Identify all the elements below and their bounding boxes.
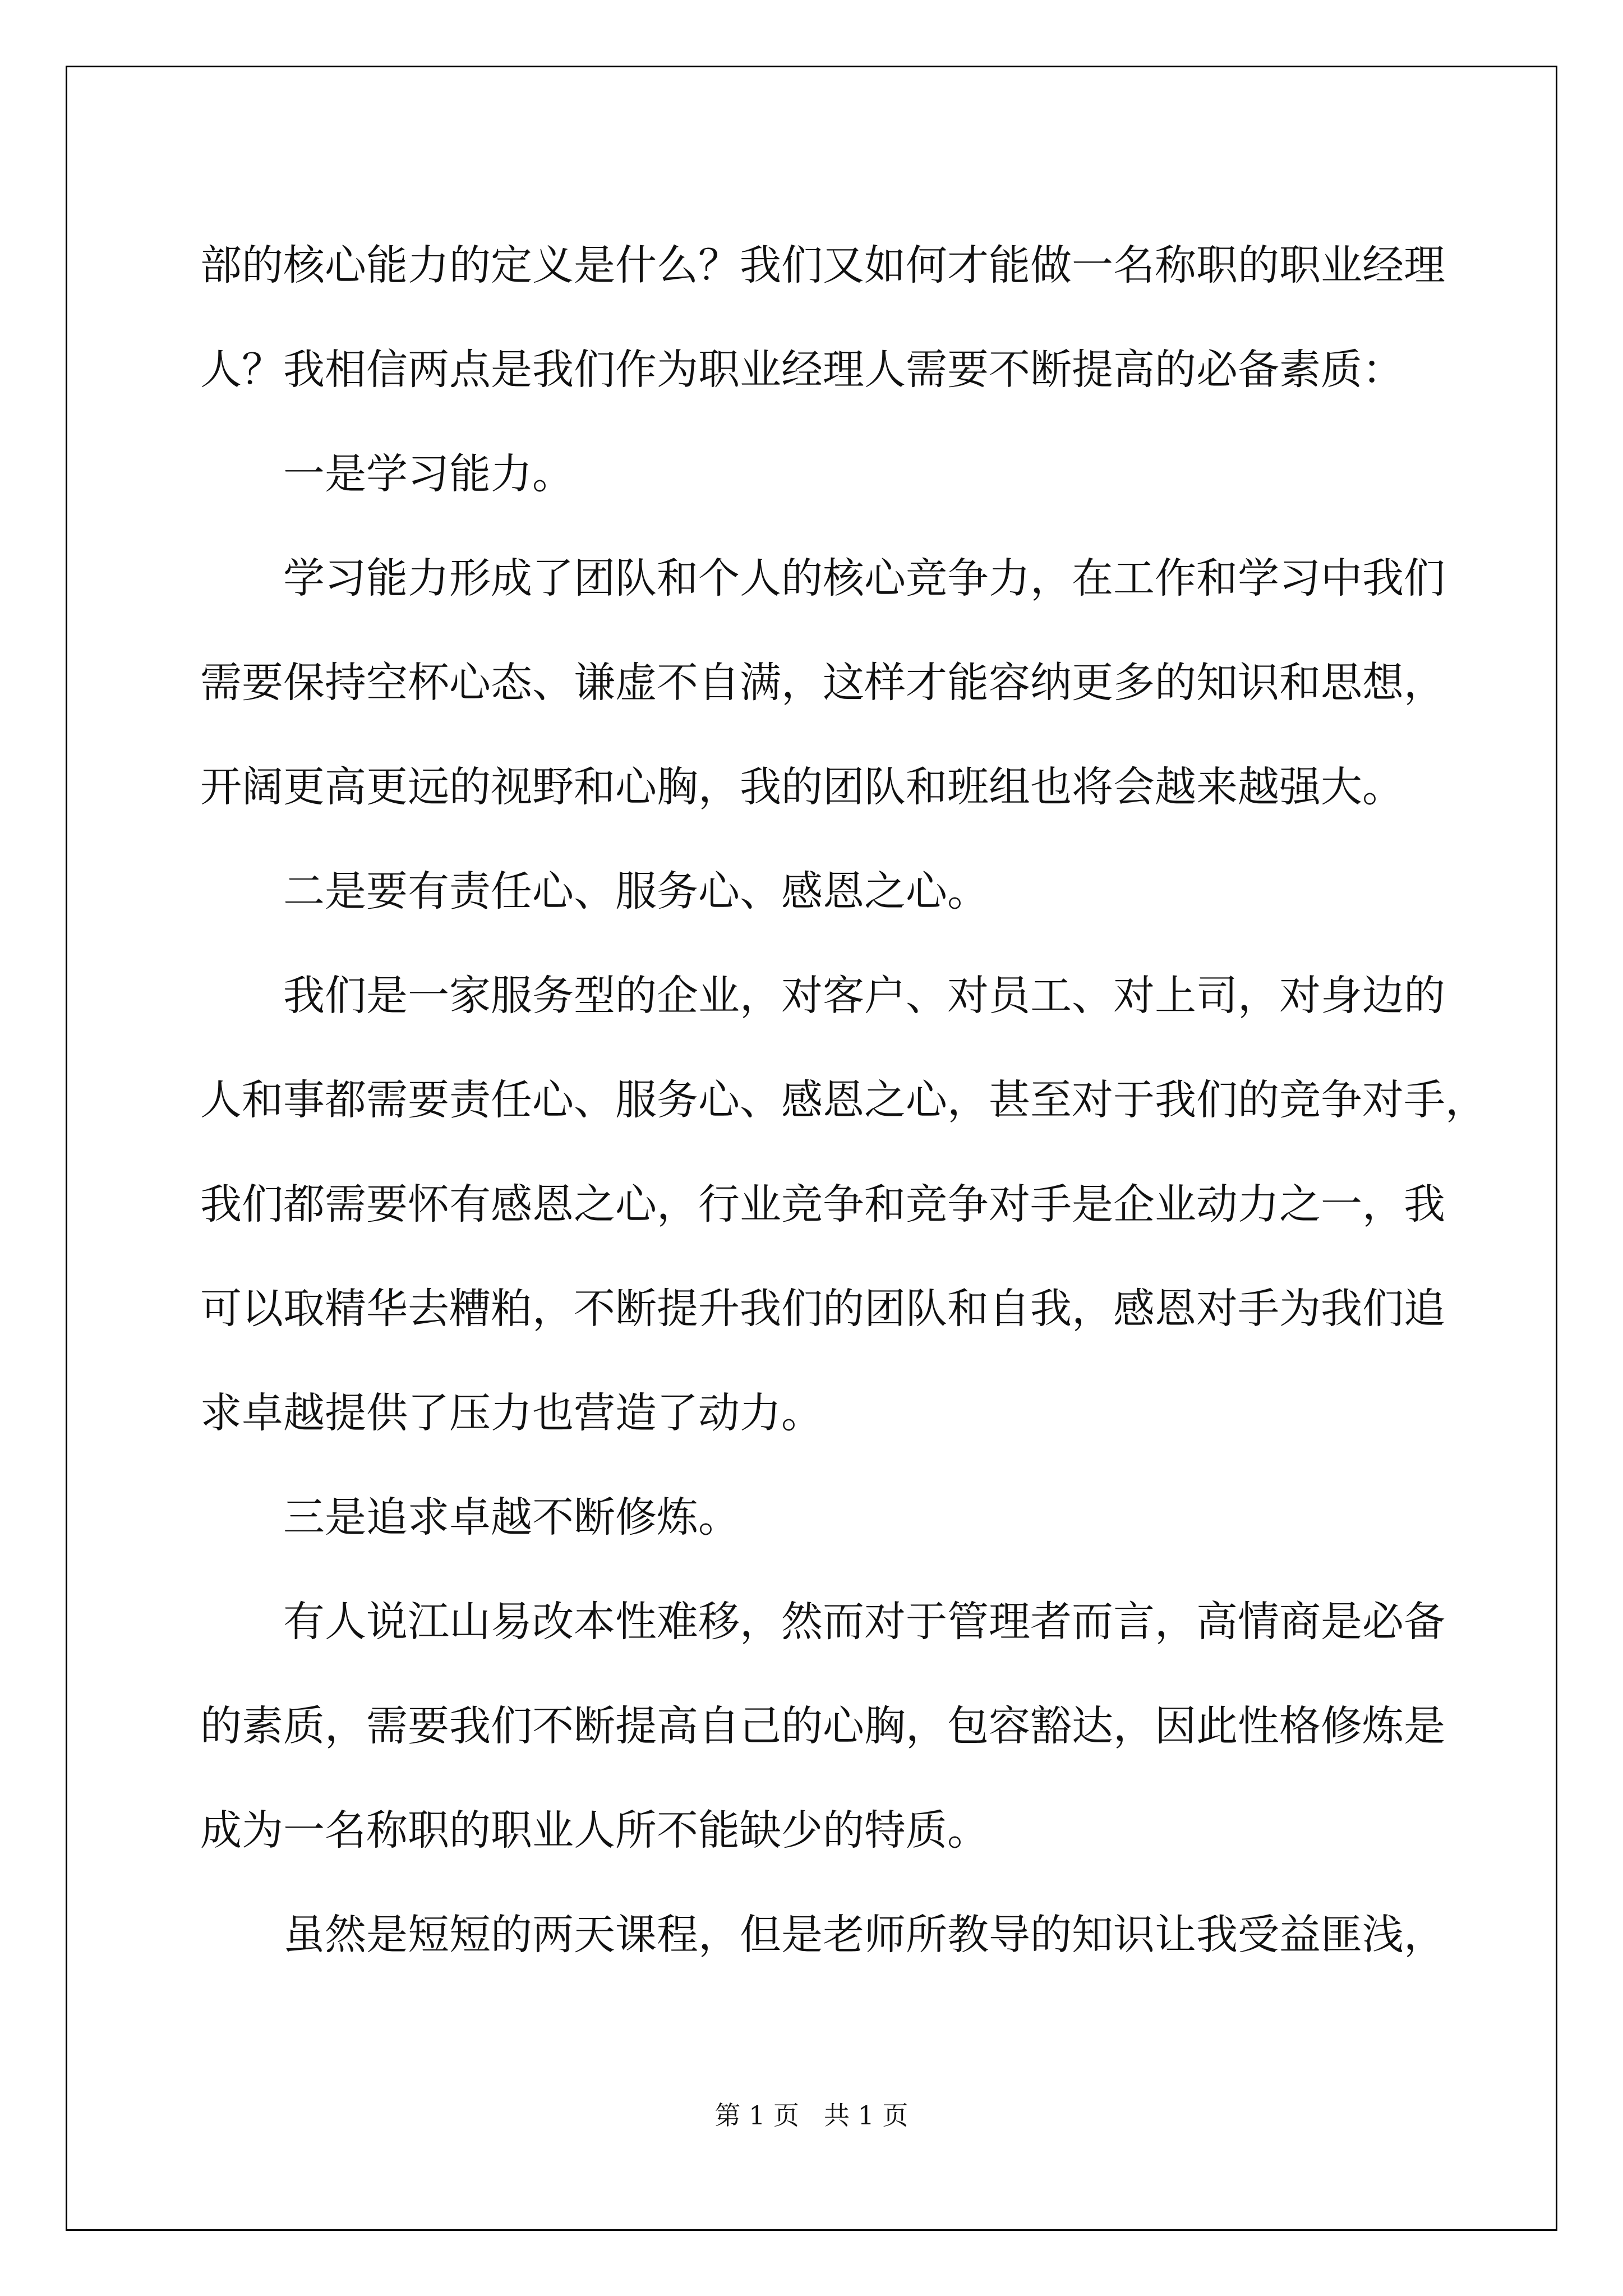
- paragraph-7: [200, 1570, 1445, 1883]
- paragraph-6-heading: [200, 1465, 1445, 1570]
- paragraph-2-heading: [200, 422, 1445, 526]
- text-line: 虽然是短短的两天课程，但是老师所教导的知识让我受益匪浅，: [283, 1911, 1445, 1959]
- paragraph-8: [200, 1883, 1445, 1987]
- paragraph-1: [200, 213, 1445, 422]
- text-line: 部的核心能力的定义是什么？我们又如何才能做一名称职的职业经理: [200, 241, 1445, 289]
- text-line: 我们都需要怀有感恩之心，行业竞争和竞争对手是企业动力之一，我: [200, 1180, 1445, 1228]
- page-number: 第 1 页: [714, 2100, 800, 2131]
- text-line: 学习能力形成了团队和个人的核心竞争力，在工作和学习中我们: [283, 554, 1445, 602]
- paragraph-3: [200, 526, 1445, 839]
- page-total: 共 1 页: [823, 2100, 909, 2131]
- text-line: 可以取精华去糟粕，不断提升我们的团队和自我，感恩对手为我们追: [200, 1285, 1445, 1333]
- text-line: 需要保持空杯心态、谦虚不自满，这样才能容纳更多的知识和思想，: [200, 659, 1445, 707]
- text-line: 人？我相信两点是我们作为职业经理人需要不断提高的必备素质：: [200, 346, 1404, 394]
- paragraph-5: [200, 944, 1487, 1465]
- text-line: 求卓越提供了压力也营造了动力。: [200, 1389, 823, 1437]
- text-line: 的素质，需要我们不断提高自己的心胸，包容豁达，因此性格修炼是: [200, 1702, 1445, 1750]
- page-footer: [0, 2095, 1623, 2132]
- text-line: 二是要有责任心、服务心、感恩之心。: [283, 867, 989, 915]
- document-body: [200, 213, 1487, 1987]
- text-line: 成为一名称职的职业人所不能缺少的特质。: [200, 1806, 989, 1855]
- text-line: 一是学习能力。: [283, 450, 574, 498]
- text-line: 开阔更高更远的视野和心胸，我的团队和班组也将会越来越强大。: [200, 763, 1404, 811]
- text-line: 三是追求卓越不断修炼。: [283, 1493, 740, 1542]
- text-line: 我们是一家服务型的企业，对客户、对员工、对上司，对身边的: [283, 972, 1445, 1020]
- text-line: 有人说江山易改本性难移，然而对于管理者而言，高情商是必备: [283, 1598, 1445, 1646]
- text-line: 人和事都需要责任心、服务心、感恩之心，甚至对于我们的竞争对手，: [200, 1076, 1487, 1124]
- paragraph-4-heading: [200, 839, 1445, 944]
